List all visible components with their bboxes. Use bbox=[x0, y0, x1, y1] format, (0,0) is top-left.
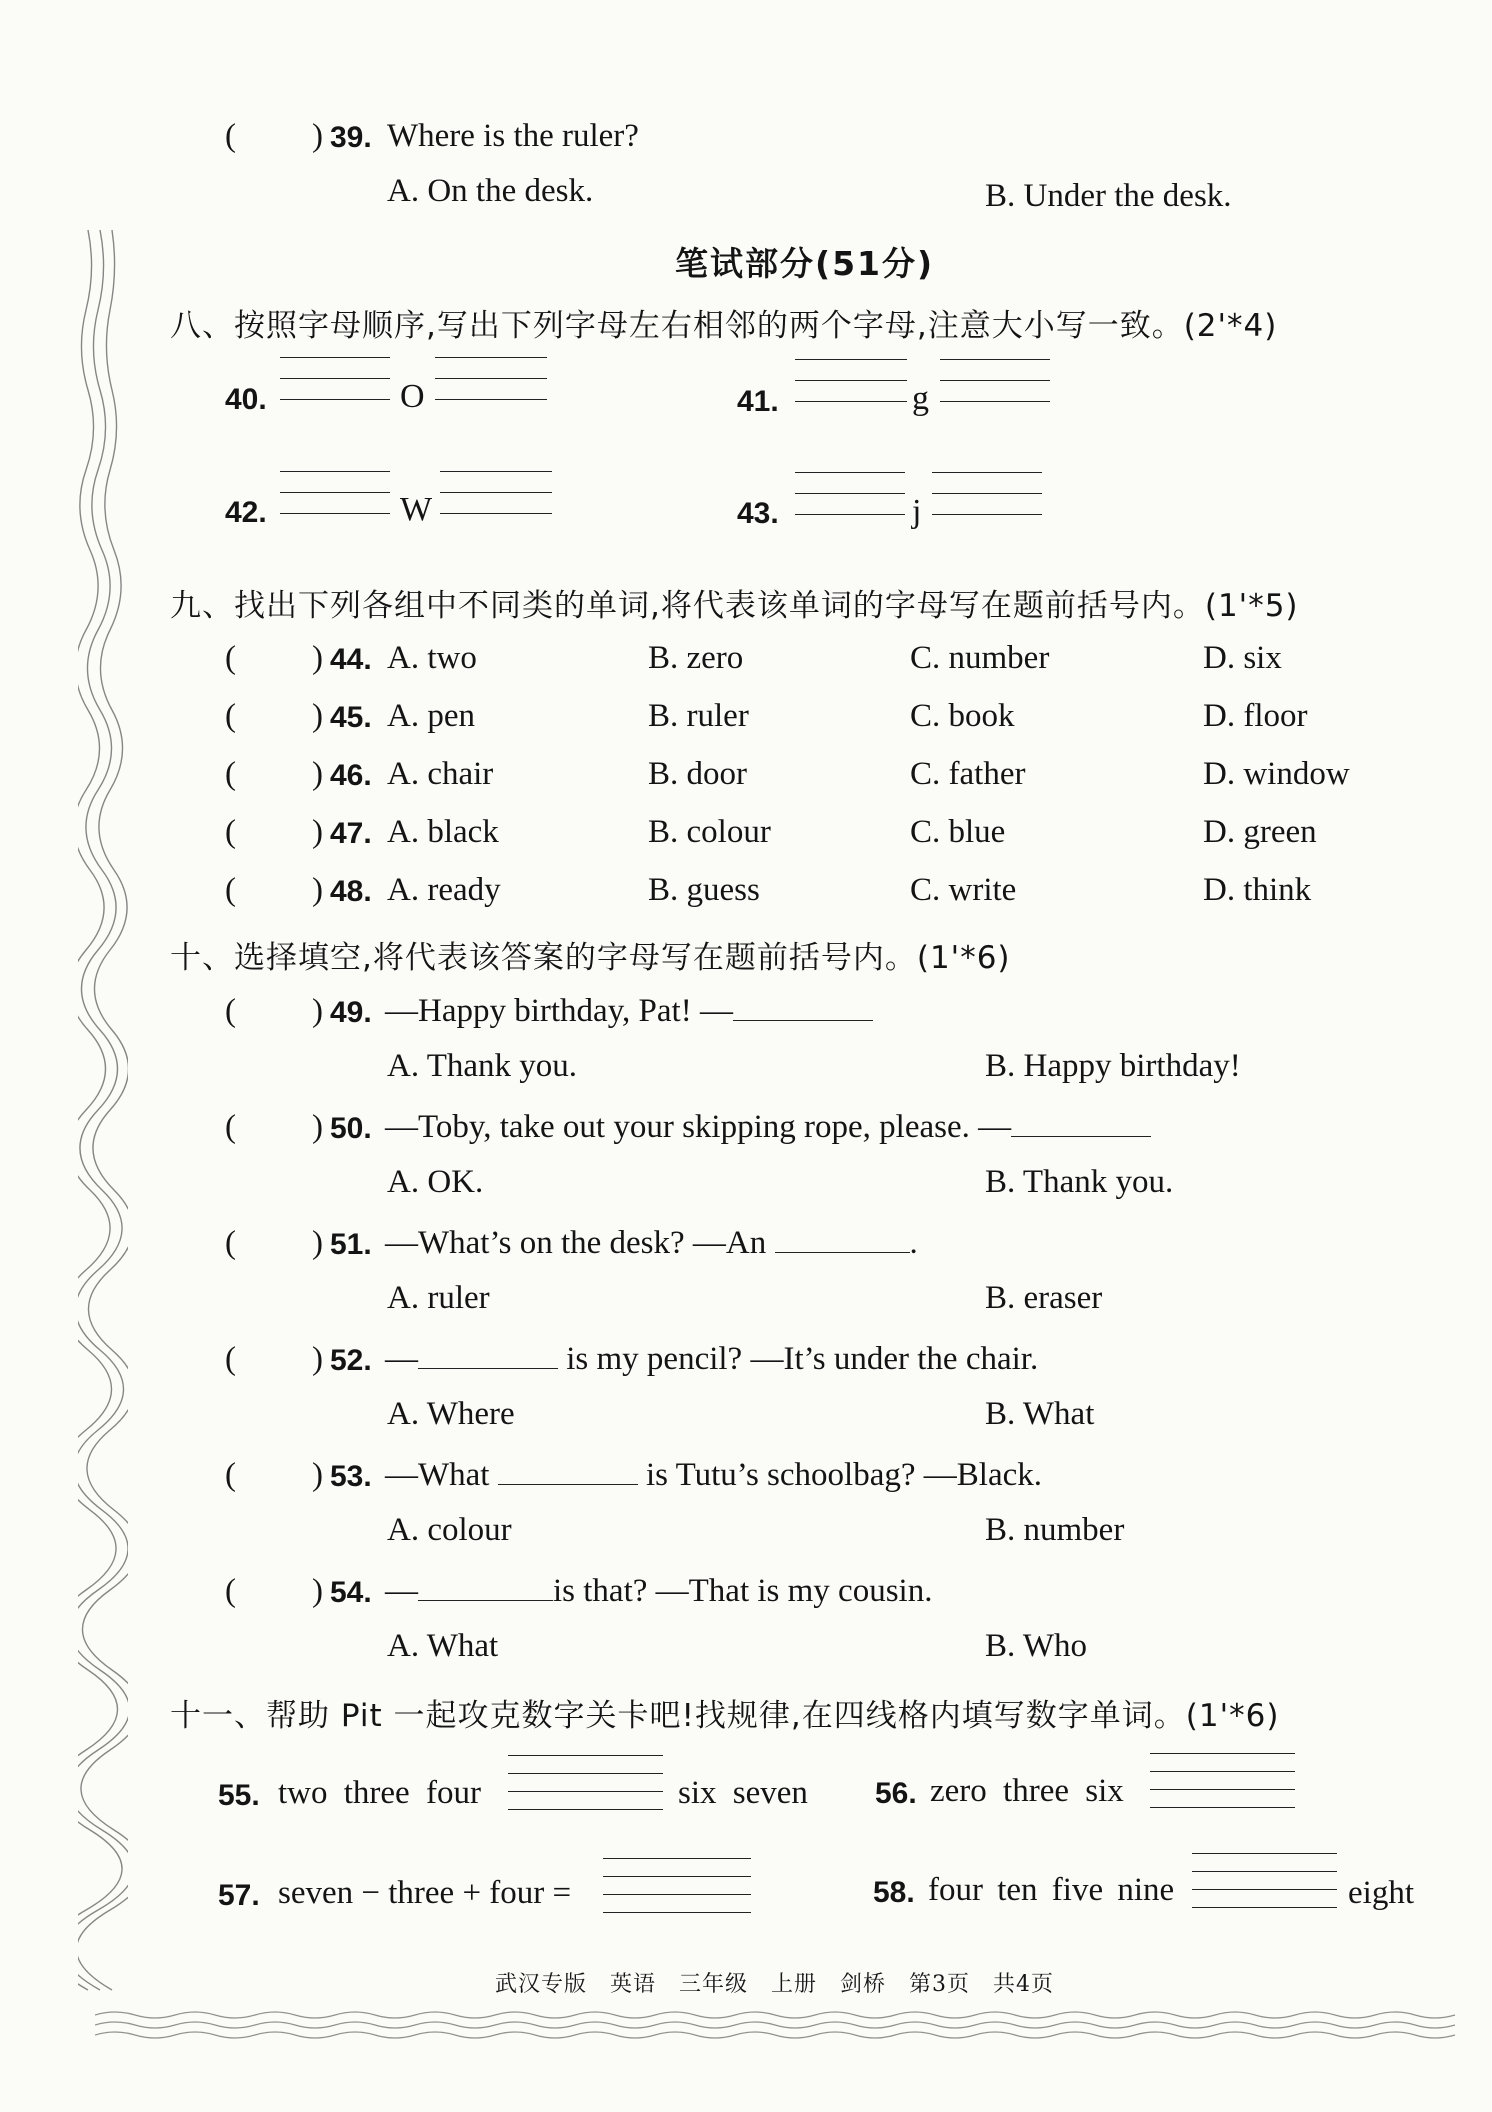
given-letter: W bbox=[400, 491, 433, 528]
fill-blank[interactable] bbox=[775, 1252, 910, 1253]
four-line-grid[interactable] bbox=[795, 472, 905, 535]
option-a: A. ready bbox=[387, 872, 501, 908]
option-c: C. write bbox=[910, 872, 1017, 908]
answer-paren-close: ) bbox=[312, 640, 323, 676]
number-sequence-end: six seven bbox=[678, 1775, 808, 1811]
answer-paren[interactable]: ( bbox=[225, 993, 236, 1029]
option-c: C. blue bbox=[910, 814, 1006, 850]
option-a: A. OK. bbox=[387, 1164, 484, 1200]
option-c: C. number bbox=[910, 640, 1050, 676]
option-b: B. door bbox=[648, 756, 747, 792]
section-8-title: 八、按照字母顺序,写出下列字母左右相邻的两个字母,注意大小写一致。(2'*4) bbox=[170, 308, 1278, 344]
answer-paren[interactable]: ( bbox=[225, 1341, 236, 1377]
option-a: A. On the desk. bbox=[387, 173, 594, 209]
question-number: 49. bbox=[330, 996, 372, 1029]
answer-paren[interactable]: ( bbox=[225, 872, 236, 908]
answer-paren[interactable]: ( bbox=[225, 1109, 236, 1145]
answer-paren-close: ) bbox=[312, 1225, 323, 1261]
question-text: — is that? —That is my cousin. bbox=[385, 1573, 933, 1609]
four-line-grid[interactable] bbox=[280, 471, 390, 534]
answer-paren-close: ) bbox=[312, 698, 323, 734]
math-expression: seven − three + four = bbox=[278, 1875, 572, 1911]
option-b: B. What bbox=[985, 1396, 1095, 1432]
answer-paren-close: ) bbox=[312, 1109, 323, 1145]
answer-paren-close: ) bbox=[312, 814, 323, 850]
question-number: 43. bbox=[737, 497, 779, 530]
page-footer: 武汉专版 英语 三年级 上册 剑桥 第3页 共4页 bbox=[495, 1972, 1054, 1997]
question-number: 41. bbox=[737, 385, 779, 418]
option-a: A. Where bbox=[387, 1396, 515, 1432]
option-c: C. father bbox=[910, 756, 1026, 792]
question-text: —Toby, take out your skipping rope, please. — bbox=[385, 1109, 1151, 1146]
fill-blank[interactable] bbox=[733, 1020, 873, 1021]
fill-blank[interactable] bbox=[498, 1484, 638, 1485]
four-line-grid[interactable] bbox=[508, 1755, 663, 1810]
question-number: 55. bbox=[218, 1779, 260, 1812]
question-number: 39. bbox=[330, 121, 372, 154]
question-text: Where is the ruler? bbox=[387, 118, 639, 154]
option-b: B. Under the desk. bbox=[985, 178, 1232, 214]
option-a: A. colour bbox=[387, 1512, 512, 1548]
option-d: D. think bbox=[1203, 872, 1312, 908]
question-number: 46. bbox=[330, 759, 372, 792]
option-b: B. Who bbox=[985, 1628, 1088, 1664]
question-number: 48. bbox=[330, 875, 372, 908]
answer-paren-close: ) bbox=[312, 872, 323, 908]
question-number: 47. bbox=[330, 817, 372, 850]
question-number: 56. bbox=[875, 1777, 917, 1810]
answer-paren-close: ) bbox=[312, 1573, 323, 1609]
option-b: B. colour bbox=[648, 814, 771, 850]
section-9-title: 九、找出下列各组中不同类的单词,将代表该单词的字母写在题前括号内。(1'*5) bbox=[170, 588, 1299, 624]
four-line-grid[interactable] bbox=[940, 359, 1050, 422]
answer-paren[interactable]: ( bbox=[225, 756, 236, 792]
given-letter: g bbox=[912, 380, 929, 417]
option-a: A. Thank you. bbox=[387, 1048, 578, 1084]
answer-paren-close: ) bbox=[312, 993, 323, 1029]
option-a: A. two bbox=[387, 640, 477, 676]
option-d: D. green bbox=[1203, 814, 1317, 850]
option-a: A. chair bbox=[387, 756, 494, 792]
answer-paren-close: ) bbox=[312, 756, 323, 792]
question-text: —What is Tutu’s schoolbag? —Black. bbox=[385, 1457, 1042, 1493]
number-sequence: four ten five nine bbox=[928, 1872, 1175, 1908]
number-sequence: zero three six bbox=[930, 1773, 1124, 1809]
fill-blank[interactable] bbox=[418, 1368, 558, 1369]
option-a: A. black bbox=[387, 814, 499, 850]
answer-paren-close: ) bbox=[312, 1341, 323, 1377]
question-text: —Happy birthday, Pat! — bbox=[385, 993, 873, 1030]
four-line-grid[interactable] bbox=[440, 471, 552, 534]
option-a: A. pen bbox=[387, 698, 475, 734]
question-text: — is my pencil? —It’s under the chair. bbox=[385, 1341, 1039, 1377]
number-sequence: two three four bbox=[278, 1775, 481, 1811]
four-line-grid[interactable] bbox=[1150, 1753, 1295, 1808]
question-number: 58. bbox=[873, 1876, 915, 1909]
option-b: B. Thank you. bbox=[985, 1164, 1174, 1200]
answer-paren-close: ) bbox=[312, 1457, 323, 1493]
option-b: B. guess bbox=[648, 872, 760, 908]
section-10-title: 十、选择填空,将代表该答案的字母写在题前括号内。(1'*6) bbox=[170, 940, 1011, 976]
answer-paren[interactable]: ( bbox=[225, 1225, 236, 1261]
question-number: 53. bbox=[330, 1460, 372, 1493]
option-b: B. zero bbox=[648, 640, 744, 676]
four-line-grid[interactable] bbox=[1192, 1853, 1337, 1908]
four-line-grid[interactable] bbox=[795, 359, 907, 422]
answer-paren[interactable]: ( bbox=[225, 814, 236, 850]
answer-paren[interactable]: ( bbox=[225, 1457, 236, 1493]
four-line-grid[interactable] bbox=[280, 357, 390, 420]
answer-paren[interactable]: ( bbox=[225, 698, 236, 734]
binding-edge-decoration bbox=[78, 230, 128, 2030]
written-section-title: 笔试部分(51分) bbox=[675, 244, 935, 283]
question-number: 44. bbox=[330, 643, 372, 676]
question-number: 51. bbox=[330, 1228, 372, 1261]
fill-blank[interactable] bbox=[1011, 1136, 1151, 1137]
option-d: D. six bbox=[1203, 640, 1282, 676]
four-line-grid[interactable] bbox=[603, 1858, 751, 1913]
question-number: 42. bbox=[225, 496, 267, 529]
section-11-title: 十一、帮助 Pit 一起攻克数字关卡吧!找规律,在四线格内填写数字单词。(1'*6) bbox=[170, 1698, 1280, 1734]
given-letter: O bbox=[400, 378, 425, 415]
given-letter: j bbox=[912, 493, 922, 530]
option-b: B. Happy birthday! bbox=[985, 1048, 1241, 1084]
number-sequence-end: eight bbox=[1348, 1875, 1414, 1911]
fill-blank[interactable] bbox=[418, 1600, 553, 1601]
question-number: 50. bbox=[330, 1112, 372, 1145]
four-line-grid[interactable] bbox=[435, 357, 547, 420]
question-number: 45. bbox=[330, 701, 372, 734]
option-c: C. book bbox=[910, 698, 1015, 734]
four-line-grid[interactable] bbox=[932, 472, 1042, 535]
option-a: A. What bbox=[387, 1628, 499, 1664]
option-d: D. floor bbox=[1203, 698, 1308, 734]
answer-paren[interactable]: ( bbox=[225, 640, 236, 676]
question-number: 57. bbox=[218, 1879, 260, 1912]
answer-paren[interactable]: ( bbox=[225, 1573, 236, 1609]
question-number: 52. bbox=[330, 1344, 372, 1377]
option-b: B. eraser bbox=[985, 1280, 1103, 1316]
answer-paren-close: ) bbox=[312, 118, 323, 154]
question-number: 40. bbox=[225, 383, 267, 416]
question-text: —What’s on the desk? —An . bbox=[385, 1225, 918, 1261]
option-b: B. ruler bbox=[648, 698, 749, 734]
question-number: 54. bbox=[330, 1576, 372, 1609]
footer-wave-decoration bbox=[95, 2005, 1465, 2045]
option-d: D. window bbox=[1203, 756, 1350, 792]
option-a: A. ruler bbox=[387, 1280, 490, 1316]
option-b: B. number bbox=[985, 1512, 1125, 1548]
answer-paren[interactable]: ( bbox=[225, 118, 236, 154]
